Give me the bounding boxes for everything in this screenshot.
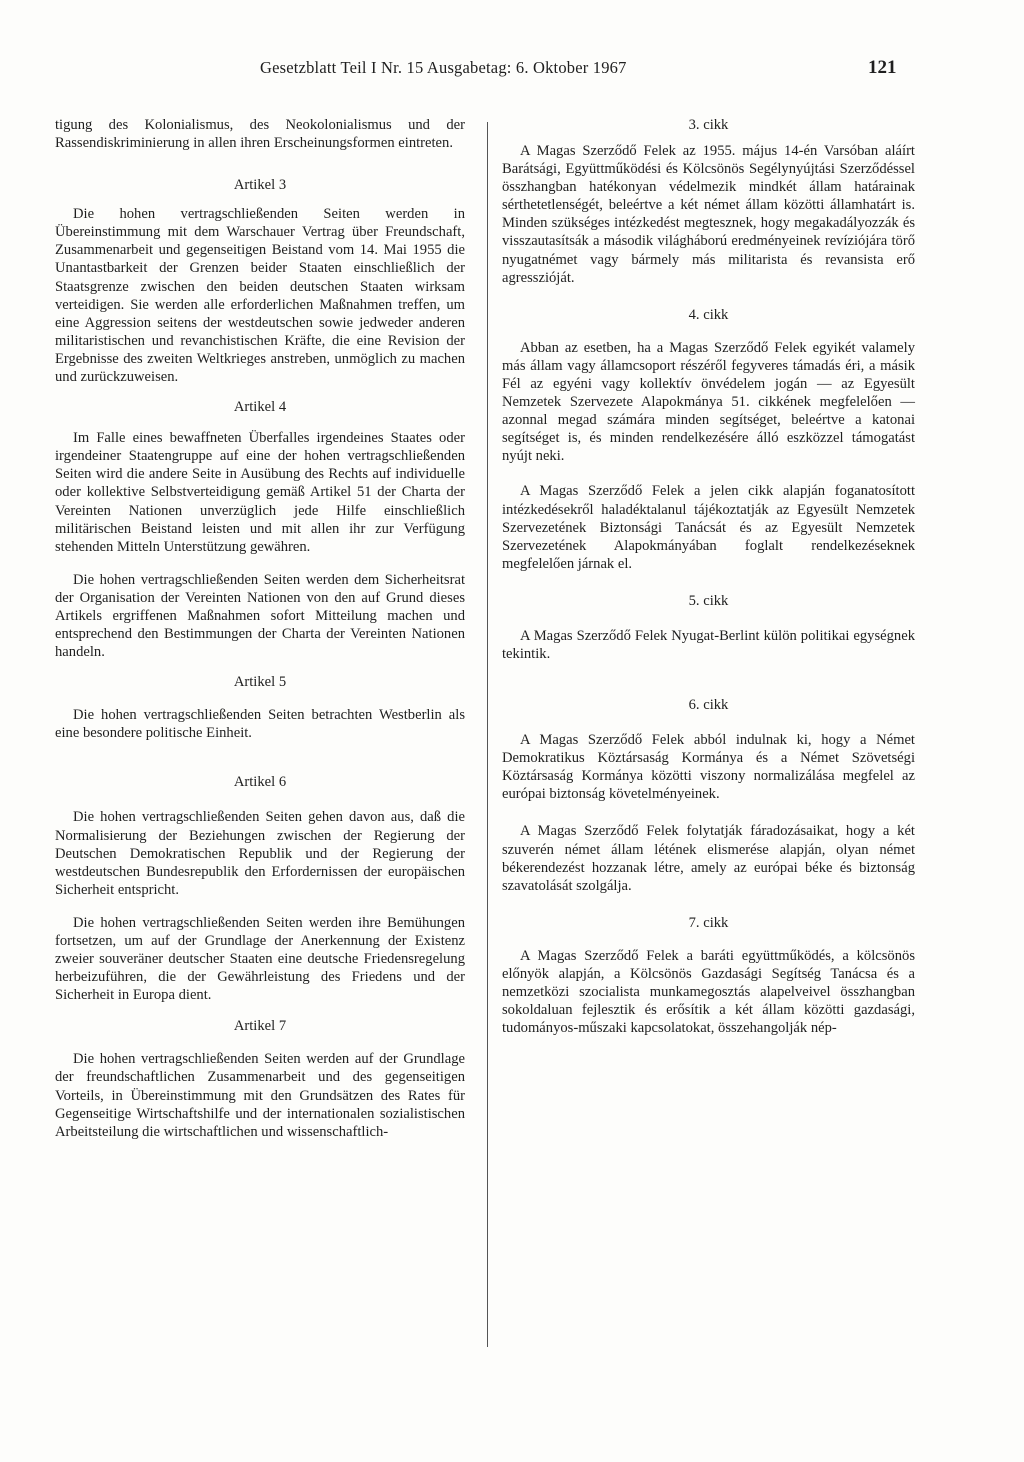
article-7-heading: Artikel 7 <box>233 1018 287 1035</box>
article-6-paragraph-2: Die hohen vertragschließenden Seiten werden ihre Bemühungen fortsetzen, um auf der Grundlage der Anerkennung der Existenz zweier souveräner deutscher Staaten eine deutsche Friedensregelung herbeizuführen, die der Gewährleistung des Friedens und der Sicherheit in Europa dient. <box>55 914 465 1004</box>
article-5-heading: Artikel 5 <box>233 674 287 691</box>
cikk-4-paragraph-2: A Magas Szerződő Felek a jelen cikk alapján foganatosított intézkedésekről haladéktalanul tájékoztatják az Egyesült Nemzetek Szervezetének Biztonsági Tanácsát és az Egyesült Nemzetek Szervezetének Alapokmányában foglalt rendelkezéseknek megfelelően járnak el. <box>502 483 915 572</box>
cikk-7-paragraph-1: A Magas Szerződő Felek a baráti együttműködés, a kölcsönös előnyök alapján, a Kölcsönös Gazdasági Segítség Tanácsa és a nemzetközi szocialista munkamegosztás alapelveivel összhangban sokoldaluan fejlesztik és erősítik a két állam közötti gazdasági, tudományos-műszaki kapcsolatokat, összehangolják nép- <box>502 947 915 1037</box>
gazette-title: Gesetzblatt Teil I Nr. 15 Ausgabetag: 6. Oktober 1967 <box>260 58 627 77</box>
cikk-5-heading: 5. cikk <box>688 592 729 609</box>
cikk-6-paragraph-1: A Magas Szerződő Felek abból indulnak ki, hogy a Német Demokratikus Köztársaság Kormánya és a Német Szövetségi Köztársaság Kormánya közötti viszony normalizálása megfelel az európai biztonság követelményeinek. <box>502 732 915 803</box>
cikk-3-heading: 3. cikk <box>688 117 729 133</box>
article-6-heading: Artikel 6 <box>233 774 287 791</box>
cikk-7-heading: 7. cikk <box>688 914 729 931</box>
page-header <box>260 58 940 84</box>
article-6-paragraph-1: Die hohen vertragschließenden Seiten gehen davon aus, daß die Normalisierung der Beziehungen zwischen der Regierung der Deutschen Demokratischen Republik und der Regierung der westdeutschen Bundesrepublik den Erfordernissen der europäischen Sicherheit entspricht. <box>55 809 465 898</box>
right-column <box>502 116 915 1037</box>
article-4-heading: Artikel 4 <box>233 399 287 416</box>
cikk-5-paragraph-1: A Magas Szerződő Felek Nyugat-Berlint külön politikai egységnek tekintik. <box>502 627 915 662</box>
article-5-paragraph-1: Die hohen vertragschließenden Seiten betrachten Westberlin als eine besondere politische Einheit. <box>55 707 465 742</box>
column-divider <box>487 122 488 1347</box>
cikk-6-heading: 6. cikk <box>688 697 729 714</box>
page-number: 121 <box>868 57 897 78</box>
cikk-6-paragraph-2: A Magas Szerződő Felek folytatják fáradozásaikat, hogy a két szuverén német állam létének elismerése alapján, olyan német békerendezést hozzanak létre, amely az európai béke és biztonság szavatolását szolgálja. <box>502 823 915 894</box>
intro-paragraph: tigung des Kolonialismus, des Neokolonialismus und der Rassendiskriminierung in allen ihren Erscheinungsformen eintreten. <box>55 117 465 152</box>
cikk-4-heading: 4. cikk <box>688 306 729 323</box>
article-4-paragraph-2: Die hohen vertragschließenden Seiten werden dem Sicherheitsrat der Organisation der Vereinten Nationen von den auf Grund dieses Artikels ergriffenen Maßnahmen sofort Mitteilung machen und entsprechend den Bestimmungen der Charta der Vereinten Nationen handeln. <box>55 571 465 661</box>
article-4-paragraph-1: Im Falle eines bewaffneten Überfalles irgendeines Staates oder irgendeiner Staatengruppe auf eine der hohen vertragschließenden Seiten wird die andere Seite in Ausübung des Rechts auf individuelle oder kollektive Selbstverteidigung gemäß Artikel 51 der Charta der Vereinten Nationen unverzüglich jede Hilfe einschließlich militärischen Beistand leisten und mit allen ihr zur Verfügung stehenden Mitteln Unterstützung gewähren. <box>55 430 465 555</box>
cikk-4-paragraph-1: Abban az esetben, ha a Magas Szerződő Felek egyikét valamely más állam vagy államcsoport részéről fegyveres támadás éri, a másik Fél az egyéni vagy kollektív önvédelem jogán — az Egyesült Nemzetek Szervezete Alapokmánya 51. cikkének megfelelően — azonnal megad számára minden segítséget, beleértve a katonai segítséget is, és minden rendelkezésére álló eszközzel támogatást nyújt neki. <box>502 339 915 465</box>
cikk-3-paragraph-1: A Magas Szerződő Felek az 1955. május 14-én Varsóban aláírt Barátsági, Együttműködési és Kölcsönös Segélynyújtási Szerződéssel összhangban hatékonyan védelmezik mindkét állam határainak sérthetetlenségét, beleértve a két német állam közötti államhatárt is. Minden szükséges intézkedést megtesznek, hogy megakadályozzák és visszautasítsák a második világháború eredményeinek revíziójára törő nyugatnémet vagy bármely más militarista és revansista erő agresszióját. <box>502 143 915 286</box>
article-3-heading: Artikel 3 <box>233 177 287 194</box>
article-7-paragraph-1: Die hohen vertragschließenden Seiten werden auf der Grundlage der freundschaftlichen Zusammenarbeit und des gegenseitigen Vorteils, in Übereinstimmung mit den Grundsätzen des Rates für Gegenseitige Wirtschaftshilfe und der internationalen sozialistischen Arbeitsteilung die wirtschaftlichen und wissenschaftlich- <box>55 1051 465 1140</box>
left-column <box>55 116 465 1141</box>
article-3-paragraph-1: Die hohen vertragschließenden Seiten werden in Übereinstimmung mit dem Warschauer Vertrag über Freundschaft, Zusammenarbeit und gegenseitigen Beistand vom 14. Mai 1955 die Unantastbarkeit der Grenzen beider Staaten einschließlich der Staatsgrenze zwischen den beiden deutschen Staaten wirksam verteidigen. Sie werden alle erforderlichen Maßnahmen treffen, um eine Aggression seitens der westdeutschen sowie jedweder anderen militaristischen und revanchistischen Kräfte, die eine Revision der Ergebnisse des zweiten Weltkrieges anstreben, unmöglich zu machen und zurückzuweisen. <box>55 206 465 386</box>
